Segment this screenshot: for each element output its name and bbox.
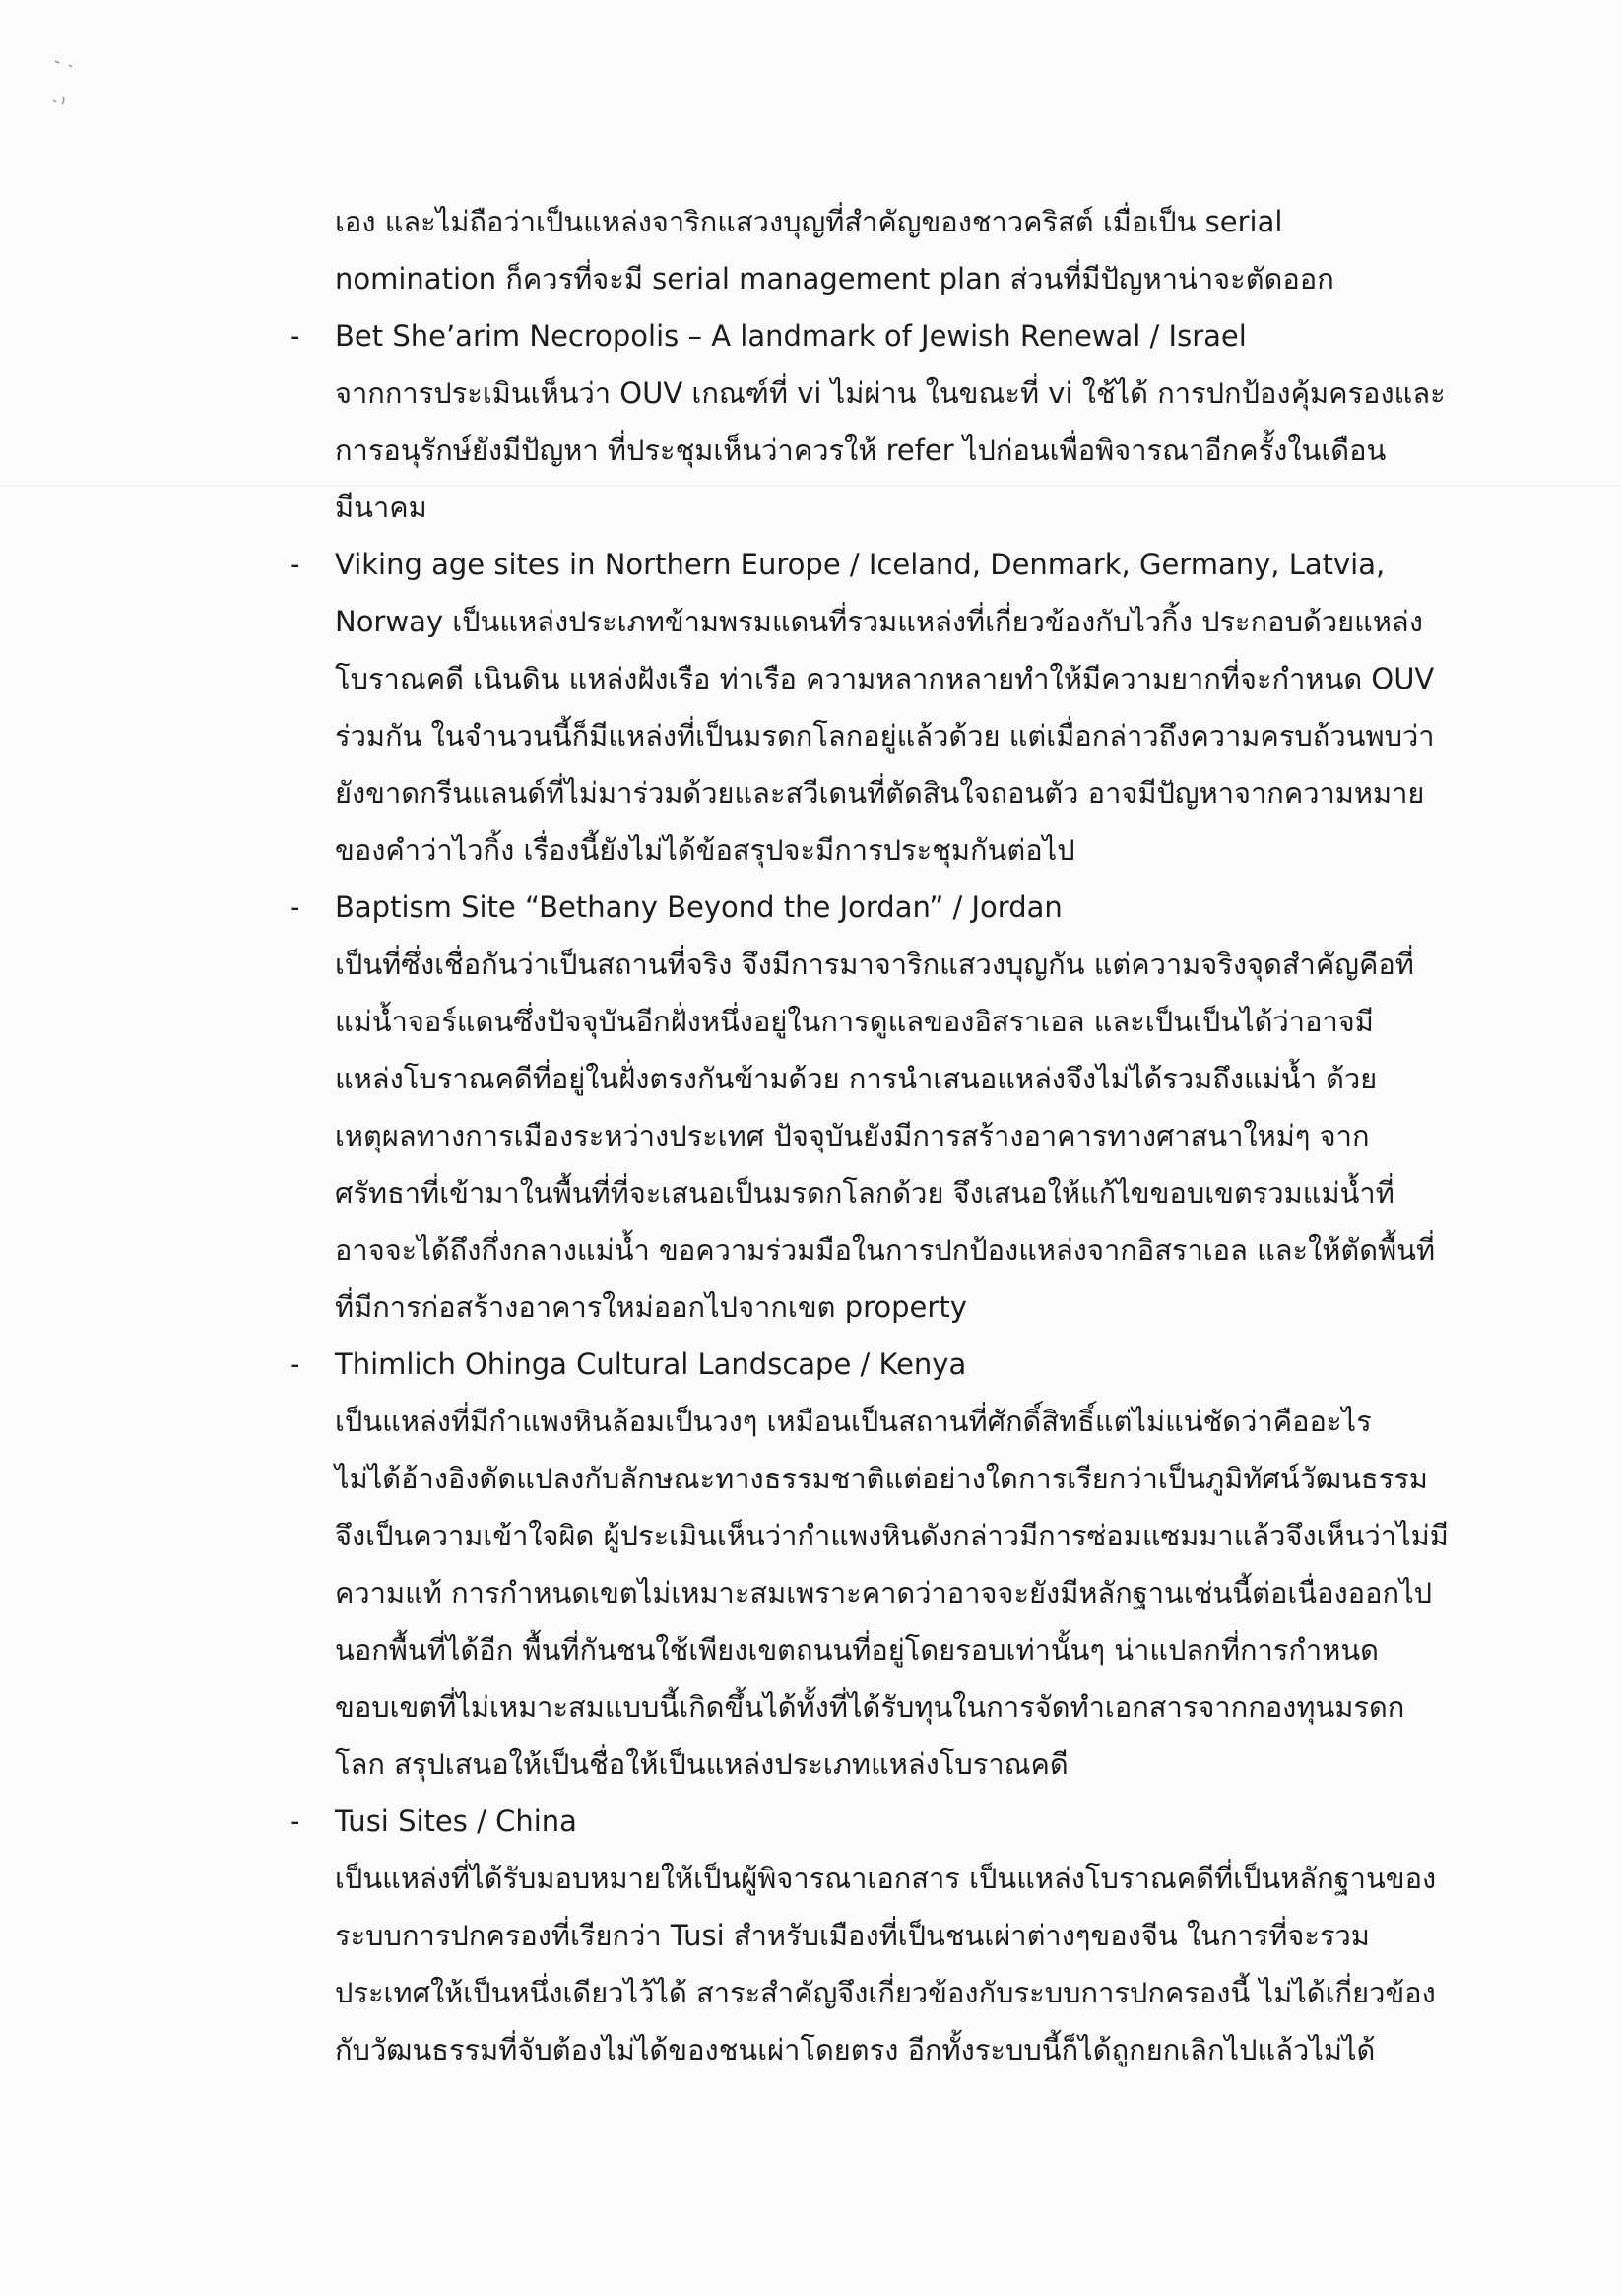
bullet-dash: - (290, 1804, 300, 1838)
entry-title-text: Bet She’arim Necropolis – A landmark of Jewish Renewal / Israel (335, 319, 1247, 353)
body-line: โบราณคดี เนินดิน แหล่งฝังเรือ ท่าเรือ ความหลากหลายทำให้มีความยากที่จะกำหนด OUV (335, 662, 1435, 695)
body-line: ของคำว่าไวกิ้ง เรื่องนี้ยังไม่ได้ข้อสรุปจะมีการประชุมกันต่อไป (335, 833, 1075, 867)
scan-speck-mark (47, 57, 77, 106)
entry-title-text: Thimlich Ohinga Cultural Landscape / Kenya (335, 1347, 967, 1381)
body-line: มีนาคม (335, 491, 427, 524)
body-line: ยังขาดกรีนแลนด์ที่ไม่มาร่วมด้วยและสวีเดนที่ตัดสินใจถอนตัว อาจมีปัญหาจากความหมาย (335, 776, 1425, 810)
body-line: โลก สรุปเสนอให้เป็นชื่อให้เป็นแหล่งประเภทแหล่งโบราณคดี (335, 1747, 1069, 1781)
body-line: อาจจะได้ถึงกึ่งกลางแม่น้ำ ขอความร่วมมือในการปกป้องแหล่งจากอิสราเอล และให้ตัดพื้นที่ (335, 1233, 1436, 1267)
document-body (290, 193, 1449, 2078)
entry-thimlich-ohinga (290, 1336, 1449, 1793)
body-line: ประเทศให้เป็นหนึ่งเดียวไว้ได้ สาระสำคัญจึงเกี่ยวข้องกับระบบการปกครองนี้ ไม่ได้เกี่ยวข้อง (335, 1976, 1436, 2009)
entry-title-text: Tusi Sites / China (335, 1804, 577, 1838)
body-line: กับวัฒนธรรมที่จับต้องไม่ได้ของชนเผ่าโดยตรง อีกทั้งระบบนี้ก็ได้ถูกยกเลิกไปแล้วไม่ได้ (335, 2033, 1376, 2066)
body-line: แม่น้ำจอร์แดนซึ่งปัจจุบันอีกฝั่งหนึ่งอยู่ในการดูแลของอิสราเอล และเป็นเป็นได้ว่าอาจมี (335, 1005, 1374, 1038)
entry-bet-shearim (290, 307, 1446, 536)
bullet-dash: - (290, 319, 300, 353)
entry-tusi-sites (290, 1793, 1437, 2078)
entry-title (290, 879, 1369, 936)
body-line: ไม่ได้อ้างอิงดัดแปลงกับลักษณะทางธรรมชาติแต่อย่างใดการเรียกว่าเป็นภูมิทัศน์วัฒนธรรม (335, 1462, 1428, 1495)
entry-viking-sites (290, 536, 1435, 879)
body-line: จากการประเมินเห็นว่า OUV เกณฑ์ที่ vi ไม่ผ่าน ในขณะที่ vi ใช้ได้ การปกป้องคุ้มครองและ (335, 376, 1446, 410)
body-line: ที่มีการก่อสร้างอาคารใหม่ออกไปจากเขต property (335, 1290, 967, 1324)
entry-title (290, 1793, 1369, 1850)
body-line: เป็นแหล่งที่ได้รับมอบหมายให้เป็นผู้พิจารณาเอกสาร เป็นแหล่งโบราณคดีที่เป็นหลักฐานของ (335, 1862, 1437, 1895)
body-line: เอง และไม่ถือว่าเป็นแหล่งจาริกแสวงบุญที่สำคัญของชาวคริสต์ เมื่อเป็น serial (335, 205, 1283, 238)
body-line: เป็นแหล่งที่มีกำแพงหินล้อมเป็นวงๆ เหมือนเป็นสถานที่ศักดิ์สิทธิ์แต่ไม่แน่ชัดว่าคืออะไร (335, 1405, 1372, 1438)
entry-title-text: Baptism Site “Bethany Beyond the Jordan” / Jordan (335, 890, 1063, 924)
body-line: จึงเป็นความเข้าใจผิด ผู้ประเมินเห็นว่ากำแพงหินดังกล่าวมีการซ่อมแซมมาแล้วจึงเห็นว่าไม่มี (335, 1519, 1449, 1552)
bullet-dash: - (290, 548, 300, 581)
body-line: ร่วมกัน ในจำนวนนี้ก็มีแหล่งที่เป็นมรดกโลกอยู่แล้วด้วย แต่เมื่อกล่าวถึงความครบถ้วนพบว่า (335, 719, 1435, 753)
body-line: nomination ก็ควรที่จะมี serial management plan ส่วนที่มีปัญหาน่าจะตัดออก (335, 262, 1334, 295)
intro-paragraph (335, 193, 1369, 307)
body-line: การอนุรักษ์ยังมีปัญหา ที่ประชุมเห็นว่าควรให้ refer ไปก่อนเพื่อพิจารณาอีกครั้งในเดือน (335, 433, 1387, 467)
body-line: เป็นที่ซึ่งเชื่อกันว่าเป็นสถานที่จริง จึงมีการมาจาริกแสวงบุญกัน แต่ความจริงจุดสำคัญคือที่ (335, 948, 1414, 981)
body-line: เหตุผลทางการเมืองระหว่างประเทศ ปัจจุบันยังมีการสร้างอาคารทางศาสนาใหม่ๆ จาก (335, 1119, 1370, 1152)
body-line: นอกพื้นที่ได้อีก พื้นที่กันชนใช้เพียงเขตถนนที่อยู่โดยรอบเท่านั้นๆ น่าแปลกที่การกำหนด (335, 1633, 1379, 1667)
bullet-dash: - (290, 1347, 300, 1381)
body-line: แหล่งโบราณคดีที่อยู่ในฝั่งตรงกันข้ามด้วย การนำเสนอแหล่งจึงไม่ได้รวมถึงแม่น้ำ ด้วย (335, 1062, 1378, 1095)
entry-baptism-site (290, 879, 1436, 1336)
body-line: Norway เป็นแหล่งประเภทข้ามพรมแดนที่รวมแหล่งที่เกี่ยวข้องกับไวกิ้ง ประกอบด้วยแหล่ง (335, 605, 1423, 638)
body-line: ศรัทธาที่เข้ามาในพื้นที่ที่จะเสนอเป็นมรดกโลกด้วย จึงเสนอให้แก้ไขขอบเขตรวมแม่น้ำที่ (335, 1176, 1394, 1210)
entry-title (290, 536, 1386, 593)
body-line: ขอบเขตที่ไม่เหมาะสมแบบนี้เกิดขึ้นได้ทั้งที่ได้รับทุนในการจัดทำเอกสารจากกองทุนมรดก (335, 1690, 1405, 1724)
bullet-dash: - (290, 890, 300, 924)
entry-title (290, 307, 1369, 364)
entry-title-text: Viking age sites in Northern Europe / Iceland, Denmark, Germany, Latvia, (335, 548, 1386, 581)
body-line: ความแท้ การกำหนดเขตไม่เหมาะสมเพราะคาดว่าอาจจะยังมีหลักฐานเช่นนี้ต่อเนื่องออกไป (335, 1576, 1433, 1609)
entry-title (290, 1336, 1369, 1393)
body-line: ระบบการปกครองที่เรียกว่า Tusi สำหรับเมืองที่เป็นชนเผ่าต่างๆของจีน ในการที่จะรวม (335, 1919, 1370, 1952)
